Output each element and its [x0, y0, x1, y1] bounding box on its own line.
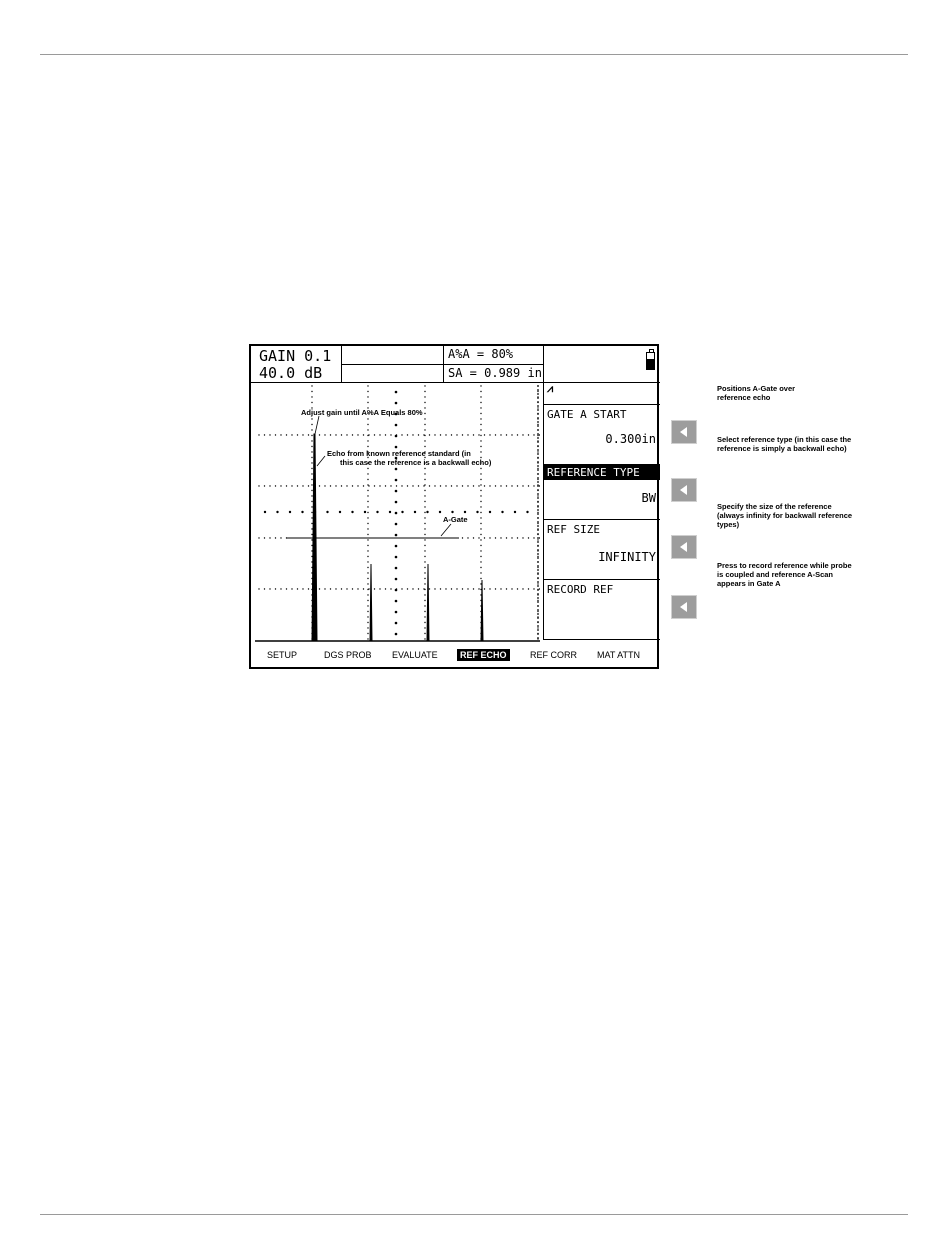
gate-a-start-value: 0.300in [605, 432, 656, 446]
softkey-mat-attn[interactable]: MAT ATTN [597, 650, 641, 660]
ref-size-button[interactable] [671, 535, 697, 559]
menu-item-gate-a-start[interactable] [544, 404, 660, 464]
signal-cell [544, 382, 660, 404]
flaw-detector-screen [249, 344, 659, 669]
soundpath-readout: SA = 0.989 in [448, 366, 542, 380]
gate-a-start-label: GATE A START [547, 408, 627, 421]
signal-icon: ⩘ [547, 383, 554, 395]
record-ref-note: Press to record reference while probe is coupled and reference A-Scan appears in Gate A [717, 561, 852, 588]
echo-spike-2 [370, 564, 372, 641]
echo-note-line2: this case the reference is a backwall echo) [340, 458, 492, 467]
amplitude-readout: A%A = 80% [448, 347, 514, 361]
softkey-ref-echo[interactable]: REF ECHO [457, 649, 510, 661]
adjust-gain-note: Adjust gain until A%A Equals 80% [301, 408, 423, 417]
battery-cell [544, 346, 660, 382]
reference-type-note: Select reference type (in this case the reference is simply a backwall echo) [717, 435, 852, 453]
ref-size-note: Specify the size of the reference (always infinity for backwall reference types) [717, 502, 853, 529]
a-scan-display [255, 384, 540, 642]
menu-item-record-ref[interactable] [544, 579, 660, 640]
gain-value: 40.0 dB [259, 364, 323, 382]
menu-item-ref-size[interactable] [544, 519, 660, 579]
gain-label: GAIN 0.1 [259, 347, 332, 365]
readout-box-aa [443, 346, 544, 365]
softkey-dgs-prob[interactable]: DGS PROB [324, 650, 372, 660]
function-menu [543, 346, 660, 640]
battery-icon [646, 352, 655, 370]
a-gate-leader [441, 524, 451, 536]
softkey-evaluate[interactable]: EVALUATE [392, 650, 438, 660]
bottom-rule [40, 1214, 908, 1215]
adjust-gain-leader [315, 416, 319, 434]
reference-type-label: REFERENCE TYPE [547, 466, 640, 479]
echo-spike-3 [427, 564, 429, 641]
backwall-echo [312, 434, 317, 641]
a-gate-note: A-Gate [443, 515, 468, 524]
softkey-setup[interactable]: SETUP [267, 650, 298, 660]
menu-bottom-border [544, 639, 660, 640]
readout-box-empty-2 [341, 364, 444, 383]
readout-box-empty-1 [341, 346, 444, 365]
readout-box-sa [443, 364, 544, 383]
ref-size-value: INFINITY [598, 550, 656, 564]
reference-type-value: BW [641, 491, 656, 505]
top-rule [40, 54, 908, 55]
record-ref-label: RECORD REF [547, 583, 614, 596]
gate-a-start-button[interactable] [671, 420, 697, 444]
softkey-bar [251, 646, 657, 666]
softkey-ref-corr[interactable]: REF CORR [530, 650, 577, 660]
record-ref-button[interactable] [671, 595, 697, 619]
menu-item-reference-type[interactable] [544, 464, 660, 519]
echo-note-line1: Echo from known reference standard (in [327, 449, 471, 458]
reference-type-button[interactable] [671, 478, 697, 502]
gate-a-start-note: Positions A-Gate over reference echo [717, 384, 796, 402]
echo-leader [317, 456, 325, 466]
ref-size-label: REF SIZE [547, 523, 600, 536]
a-scan-grid [258, 385, 540, 640]
